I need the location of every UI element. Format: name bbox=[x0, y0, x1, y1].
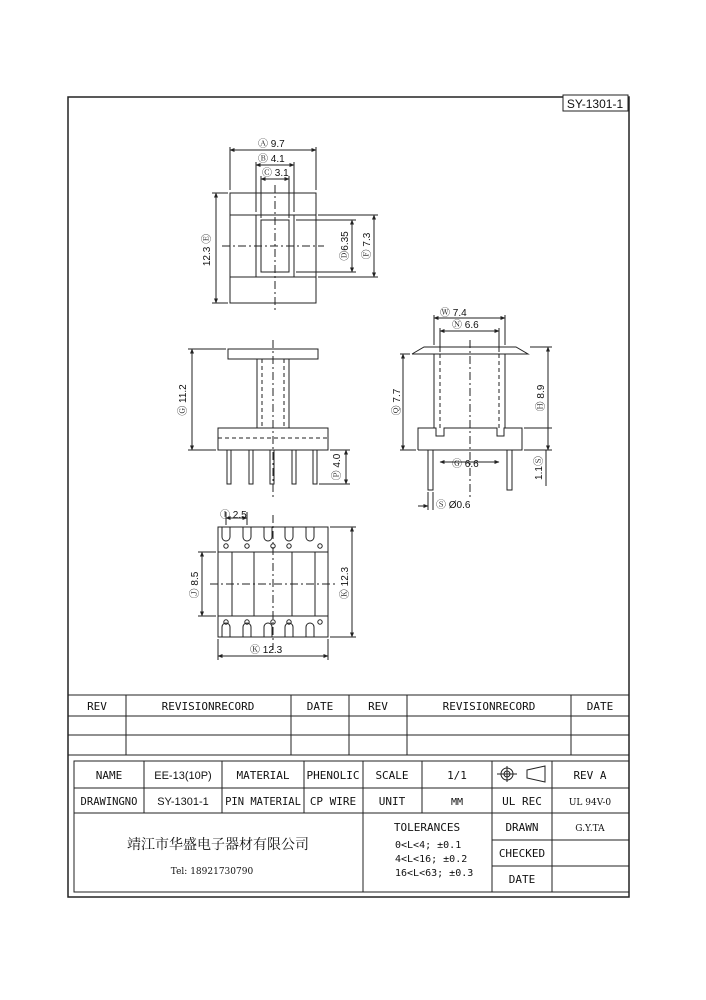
front-view bbox=[188, 340, 350, 500]
material-value: PHENOLIC bbox=[306, 769, 360, 782]
company-name: 靖江市华盛电子器材有限公司 bbox=[127, 837, 309, 853]
tolerance-row-2: 4<L<16; ±0.2 bbox=[395, 854, 468, 865]
rev-header-2: REV bbox=[368, 700, 388, 713]
dim-k-width-label: Ⓚ 12.3 bbox=[250, 645, 283, 656]
material-label: MATERIAL bbox=[236, 769, 290, 782]
pin-material-value: CP WIRE bbox=[309, 795, 357, 808]
dim-s-label: 1.1Ⓢ bbox=[534, 456, 545, 480]
dim-q-label: Ⓠ 7.7 bbox=[392, 388, 403, 416]
drawing-number-text: SY-1301-1 bbox=[566, 97, 624, 111]
top-view bbox=[212, 147, 378, 310]
dim-pin-dia-label: Ⓢ Ø0.6 bbox=[436, 500, 471, 511]
name-value: EE-13(10P) bbox=[154, 770, 212, 782]
revision-record-header-2: REVISIONRECORD bbox=[442, 700, 536, 713]
dim-p-label: Ⓟ 4.0 bbox=[332, 453, 343, 481]
dim-c-label: Ⓒ 3.1 bbox=[262, 168, 289, 179]
drawing-number-tag bbox=[563, 95, 628, 111]
dim-side-g-label: Ⓖ 6.6 bbox=[452, 459, 479, 470]
rev-header-1: REV bbox=[87, 700, 107, 713]
side-view bbox=[400, 315, 552, 510]
unit-label: UNIT bbox=[378, 795, 406, 808]
ul-rec-value: UL 94V-0 bbox=[568, 798, 612, 808]
revision-record-header-1: REVISIONRECORD bbox=[161, 700, 255, 713]
dim-i-label: Ⓘ 2.5 bbox=[220, 510, 247, 521]
dim-a-label: Ⓐ 9.7 bbox=[258, 139, 285, 150]
scale-value: 1/1 bbox=[447, 769, 467, 782]
checked-label: CHECKED bbox=[498, 847, 546, 860]
tolerances-title: TOLERANCES bbox=[393, 821, 461, 834]
tolerance-row-1: 0<L<4; ±0.1 bbox=[395, 840, 462, 851]
drawn-label: DRAWN bbox=[505, 821, 539, 834]
ul-rec-label: UL REC bbox=[502, 795, 542, 808]
unit-value: MM bbox=[450, 797, 464, 808]
tolerance-row-3: 16<L<63; ±0.3 bbox=[395, 868, 474, 879]
projection-symbol-icon bbox=[497, 766, 545, 782]
dim-k-height-label: Ⓚ 12.3 bbox=[340, 566, 351, 600]
name-label: NAME bbox=[95, 769, 123, 782]
dim-h-label: Ⓗ 8.9 bbox=[536, 384, 547, 412]
date-header-1: DATE bbox=[306, 700, 334, 713]
dim-b-label: Ⓑ 4.1 bbox=[258, 154, 285, 165]
revision-table bbox=[68, 695, 629, 755]
scale-label: SCALE bbox=[375, 769, 409, 782]
date-label: DATE bbox=[508, 873, 536, 886]
drawn-value: G.Y.TA bbox=[575, 824, 605, 834]
date-header-2: DATE bbox=[586, 700, 614, 713]
drawing-no-value: SY-1301-1 bbox=[157, 796, 209, 808]
pin-material-label: PIN MATERIAL bbox=[225, 796, 301, 808]
company-tel: Tel: 18921730790 bbox=[170, 867, 254, 877]
dim-g-label: Ⓖ 11.2 bbox=[178, 384, 189, 416]
bottom-view bbox=[198, 512, 356, 660]
dim-d-label: Ⓓ6.35 bbox=[340, 231, 351, 261]
dim-f-label: Ⓕ 7.3 bbox=[362, 232, 373, 260]
dim-n-label: Ⓝ 6.6 bbox=[452, 320, 479, 331]
drawing-no-label: DRAWINGNO bbox=[80, 796, 138, 808]
rev-label: REV A bbox=[573, 769, 607, 782]
dim-w-label: Ⓦ 7.4 bbox=[440, 308, 467, 319]
dim-e-label: 12.3 Ⓔ bbox=[202, 233, 213, 267]
dim-j-label: Ⓙ 8.5 bbox=[190, 571, 201, 599]
